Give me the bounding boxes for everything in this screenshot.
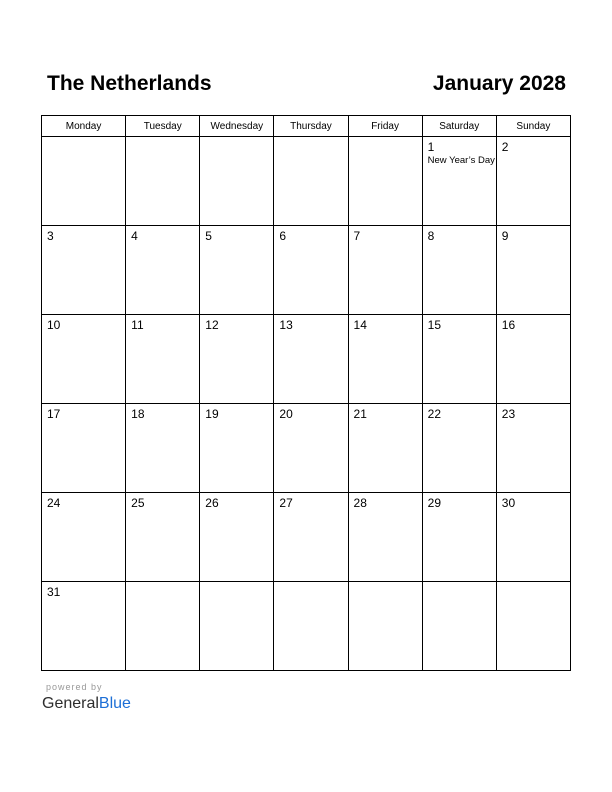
day-cell: [422, 137, 496, 226]
day-cell: [422, 582, 496, 671]
day-number: 22: [427, 407, 442, 421]
day-number: 8: [427, 229, 435, 243]
day-number: 11: [131, 318, 144, 332]
brand-logo: [42, 694, 131, 714]
day-cell: [422, 404, 496, 493]
day-cell: [42, 315, 126, 404]
day-cell: [42, 582, 126, 671]
week-row: [42, 137, 571, 226]
day-cell: [200, 226, 274, 315]
day-cell: [496, 493, 570, 582]
day-number: [274, 582, 347, 585]
weekday-header: Saturday: [422, 116, 496, 137]
day-number: 15: [427, 318, 442, 332]
day-cell: [42, 226, 126, 315]
day-cell: [496, 582, 570, 671]
day-cell: [274, 137, 348, 226]
day-cell: [200, 582, 274, 671]
day-number: 6: [279, 229, 287, 243]
day-cell: [200, 493, 274, 582]
day-cell: [422, 226, 496, 315]
week-row: [42, 493, 571, 582]
day-cell: [422, 493, 496, 582]
day-cell: [126, 315, 200, 404]
day-number: 10: [47, 318, 61, 332]
weekday-header: Monday: [42, 116, 126, 137]
brand-blue-text: Blue: [98, 695, 131, 712]
day-number: 12: [205, 318, 219, 332]
day-number: [349, 582, 422, 585]
day-number: 21: [353, 407, 367, 421]
day-number: 2: [501, 140, 509, 154]
day-cell: [496, 226, 570, 315]
day-number: [497, 582, 570, 585]
day-cell: [348, 226, 422, 315]
month-year-title: January 2028: [432, 72, 566, 95]
day-cell: [348, 582, 422, 671]
day-number: 23: [501, 407, 516, 421]
day-number: 24: [47, 496, 61, 510]
day-cell: [496, 315, 570, 404]
brand-general-text: General: [42, 695, 99, 712]
weekday-header: Sunday: [496, 116, 570, 137]
week-row: [42, 404, 571, 493]
day-number: 17: [47, 407, 61, 421]
day-cell: [200, 137, 274, 226]
weekday-header: Friday: [348, 116, 422, 137]
day-number: 26: [205, 496, 219, 510]
day-cell: [274, 315, 348, 404]
day-number: 13: [279, 318, 293, 332]
weekday-header-row: [42, 116, 571, 137]
day-number: 29: [427, 496, 442, 510]
day-number: 7: [353, 229, 361, 243]
day-number: 3: [47, 229, 54, 243]
day-number: 18: [131, 407, 145, 421]
day-cell: [126, 493, 200, 582]
day-number: 27: [279, 496, 293, 510]
day-cell: [126, 226, 200, 315]
day-cell: [348, 404, 422, 493]
calendar-grid: [41, 115, 571, 671]
holiday-label: New Year’s Day: [427, 155, 495, 166]
day-number: 9: [501, 229, 509, 243]
day-cell: [274, 404, 348, 493]
weekday-header: Tuesday: [126, 116, 200, 137]
week-row: [42, 582, 571, 671]
week-row: [42, 315, 571, 404]
day-number: [200, 582, 273, 585]
week-row: [42, 226, 571, 315]
day-number: [126, 582, 199, 585]
day-cell: [496, 404, 570, 493]
day-number: 31: [47, 585, 61, 599]
day-number: 14: [353, 318, 367, 332]
day-number: [42, 137, 125, 140]
day-cell: [348, 137, 422, 226]
day-cell: [422, 315, 496, 404]
day-number: 5: [205, 229, 212, 243]
day-number: 28: [353, 496, 367, 510]
day-cell: [348, 315, 422, 404]
day-cell: [496, 137, 570, 226]
day-cell: [42, 404, 126, 493]
day-number: 30: [501, 496, 516, 510]
day-cell: [126, 582, 200, 671]
day-number: [200, 137, 273, 140]
day-number: 4: [131, 229, 138, 243]
day-number: [274, 137, 347, 140]
day-cell: [126, 137, 200, 226]
day-cell: [42, 137, 126, 226]
weekday-header: Thursday: [274, 116, 348, 137]
day-cell: [274, 582, 348, 671]
day-number: 16: [501, 318, 516, 332]
day-cell: [42, 493, 126, 582]
day-number: [423, 582, 496, 585]
day-cell: [274, 493, 348, 582]
day-number: 19: [205, 407, 219, 421]
day-cell: [200, 315, 274, 404]
powered-by-label: powered by: [46, 682, 103, 692]
day-cell: [126, 404, 200, 493]
day-cell: [274, 226, 348, 315]
day-number: 20: [279, 407, 293, 421]
day-number: [126, 137, 199, 140]
day-cell: [200, 404, 274, 493]
weekday-header: Wednesday: [200, 116, 274, 137]
day-number: [349, 137, 422, 140]
day-number: 1: [427, 140, 435, 154]
day-number: 25: [131, 496, 145, 510]
country-title: The Netherlands: [47, 72, 212, 95]
day-cell: [348, 493, 422, 582]
